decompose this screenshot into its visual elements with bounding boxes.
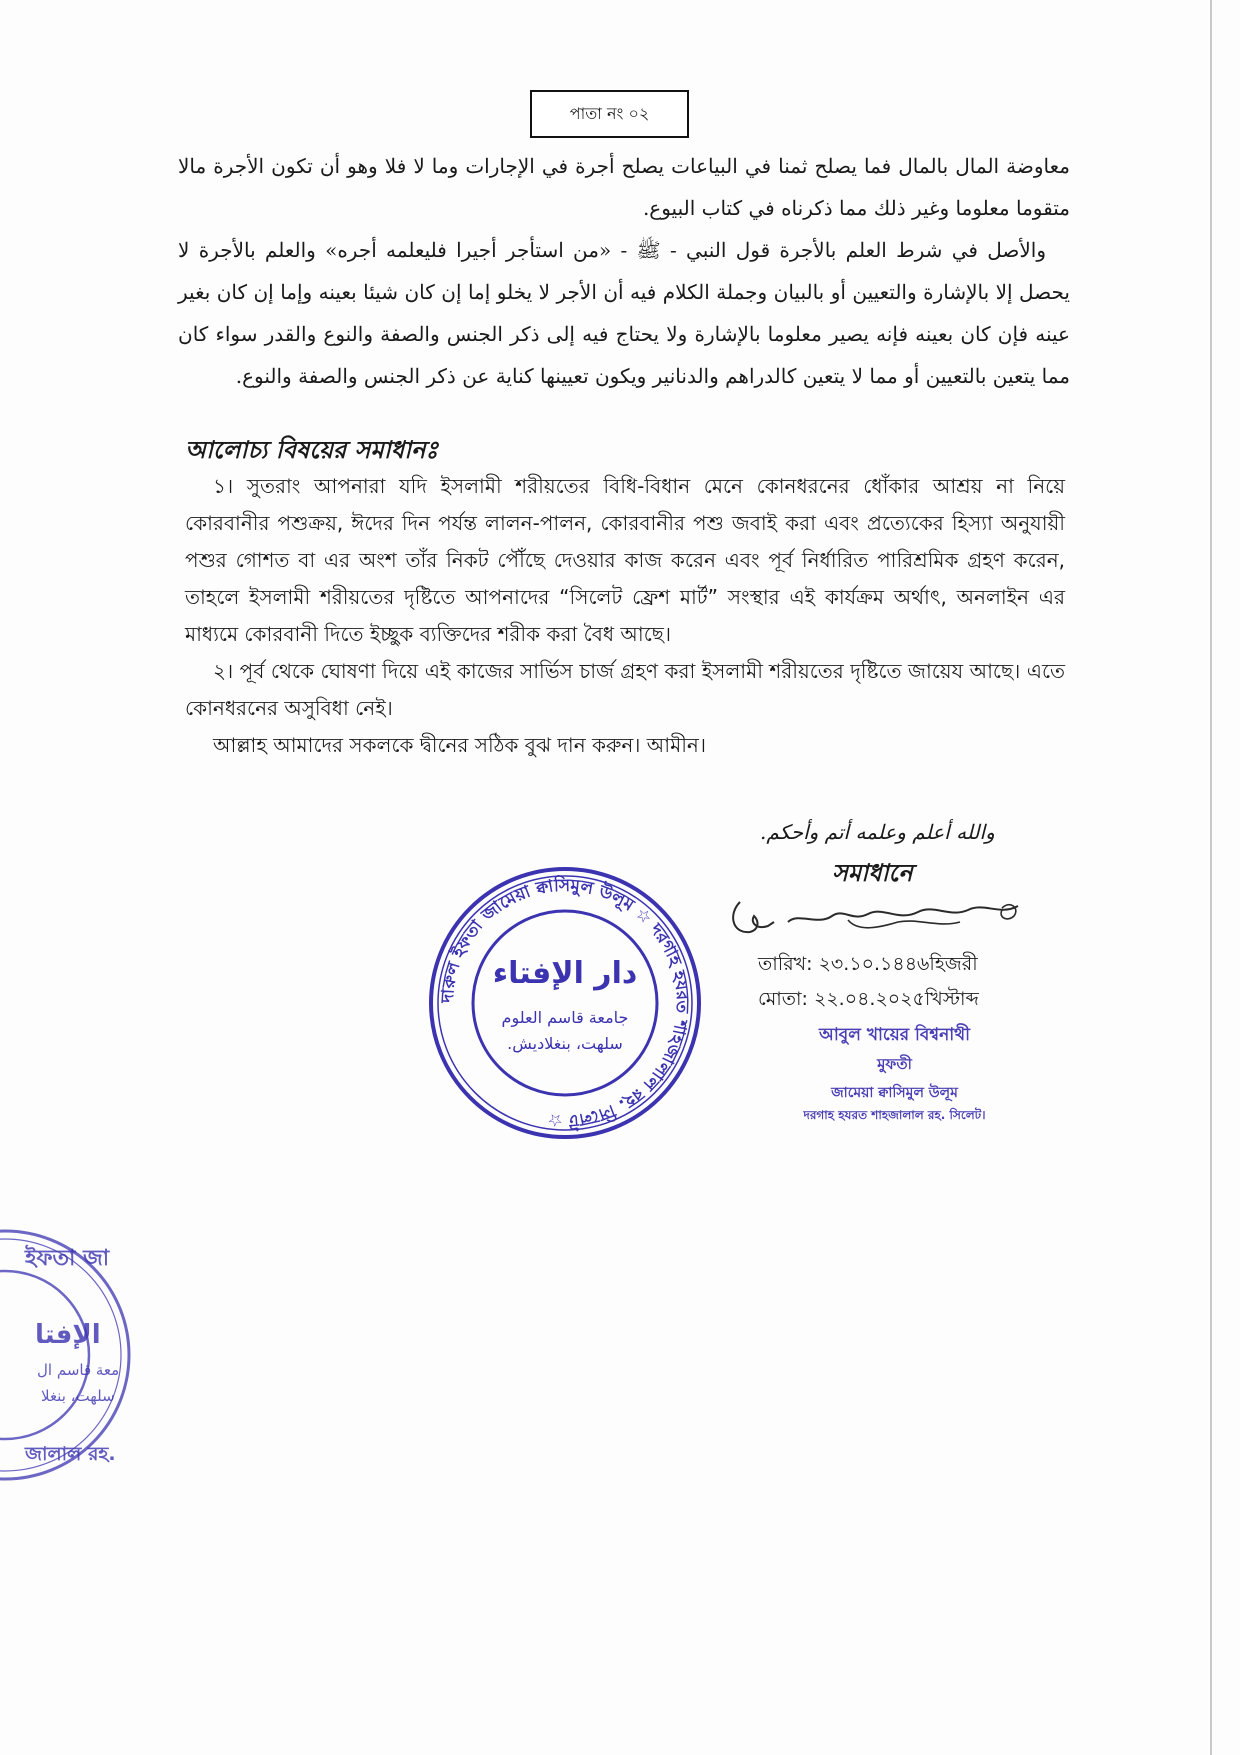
seal-ring-text: দারুল ইফতা জামেয়া ক্বাসিমুল উলূম ☆ দরগাহ হযরত শাহজালাল রহ. সিলেট ☆ <box>437 875 693 1131</box>
solution-label: সমাধানে <box>832 859 913 887</box>
arabic-text-block <box>178 145 1070 397</box>
date-gregorian: মোতা: ২২.০৪.২০২৫খিস্টাব্দ <box>758 988 979 1010</box>
page-number-label: পাতা নং ০২ <box>569 103 650 123</box>
darul-ifta-seal <box>425 863 705 1143</box>
svg-text:معة قاسم ال: معة قاسم ال <box>37 1361 120 1379</box>
section-heading: আলোচ্য বিষয়ের সমাধানঃ <box>185 436 439 464</box>
signature <box>728 892 1028 942</box>
ruling-paragraph-1: ১। সুতরাং আপনারা যদি ইসলামী শরীয়তের বিধি-বিধান মেনে কোনধরনের ধোঁকার আশ্রয় না নিয়ে কোরবানীর পশুক্রয়, ঈদের দিন পর্যন্ত লালন-পালন, কোরবানীর পশু জবাই করা এবং প্রত্যেকের হিস্যা অনুযায়ী পশুর গোশত বা এর অংশ তাঁর নিকট পৌঁছে দেওয়ার কাজ করেন এবং পূর্ব নির্ধারিত পারিশ্রমিক গ্রহণ করেন, তাহলে ইসলামী শরীয়তের দৃষ্টিতে আপনাদের “সিলেট ফ্রেশ মার্ট” সংস্থার এই কার্যক্রম অর্থাৎ, অনলাইন এর মাধ্যমে কোরবানী দিতে ইচ্ছুক ব্যক্তিদের শরীক করা বৈধ আছে। <box>185 474 1065 646</box>
mufti-name: আবুল খায়ের বিশ্বনাথী <box>818 1025 971 1045</box>
mufti-title: মুফতী <box>877 1055 912 1073</box>
ruling-paragraph-2: ২। পূর্ব থেকে ঘোষণা দিয়ে এই কাজের সার্ভিস চার্জ গ্রহণ করা ইসলামী শরীয়তের দৃষ্টিতে জায়েয আছে। এতে কোনধরনের অসুবিধা নেই। <box>185 659 1065 720</box>
svg-text:জালাল রহ.: জালাল রহ. <box>25 1443 116 1465</box>
page-number-box <box>530 90 689 138</box>
seal-inner-line-1: جامعة قاسم العلوم <box>501 1008 629 1027</box>
svg-text:ইফতা জা: ইফতা জা <box>25 1246 110 1271</box>
arabic-paragraph-2: والأصل في شرط العلم بالأجرة قول النبي - ﷺ - «من استأجر أجيرا فليعلمه أجره» والعلم بالأجرة لا يحصل إلا بالإشارة والتعيين أو بالبيان وجملة الكلام فيه أن الأجر لا يخلو إما إن كان شيئا بعينه وإما إن كان بغير عينه فإن كان بعينه فإنه يصير معلوما بالإشارة ولا يحتاج فيه إلى ذكر الجنس والصفة والنوع والقدر سواء كان مما يتعين بالتعيين أو مما لا يتعين كالدراهم والدنانير ويكون تعيينها كناية عن ذكر الجنس والصفة والنوع. <box>178 238 1070 388</box>
bengali-text-block <box>185 468 1065 764</box>
date-hijri: তারিখ: ২৩.১০.১৪৪৬হিজরী <box>758 953 978 975</box>
svg-text:سلهت، بنغلا: سلهت، بنغلا <box>41 1387 115 1405</box>
closing-arabic: والله أعلم وعلمه أتم وأحكم. <box>760 820 995 844</box>
partial-seal <box>0 1225 140 1495</box>
dua-paragraph: আল্লাহ আমাদের সকলকে দ্বীনের সঠিক বুঝ দান করুন। আমীন। <box>213 733 707 757</box>
mufti-address: দরগাহ হযরত শাহজালাল রহ. সিলেট। <box>803 1108 986 1122</box>
partial-seal-graphic <box>0 1225 135 1485</box>
page-edge-line <box>1210 0 1212 1755</box>
mufti-institution: জামেয়া ক্বাসিমুল উলূম <box>831 1085 958 1101</box>
arabic-paragraph-1: معاوضة المال بالمال فما يصلح ثمنا في البياعات يصلح أجرة في الإجارات وما لا فلا وهو أن تكون الأجرة مالا متقوما معلوما وغير ذلك مما ذكرناه في كتاب البيوع. <box>178 154 1070 220</box>
mufti-stamp-block <box>782 1022 1007 1127</box>
svg-text:الإفتا: الإفتا <box>35 1320 101 1350</box>
seal-inner-line-2: سلهت، بنغلاديش. <box>507 1034 623 1053</box>
seal-center-text: دار الإفتاء <box>492 956 638 991</box>
